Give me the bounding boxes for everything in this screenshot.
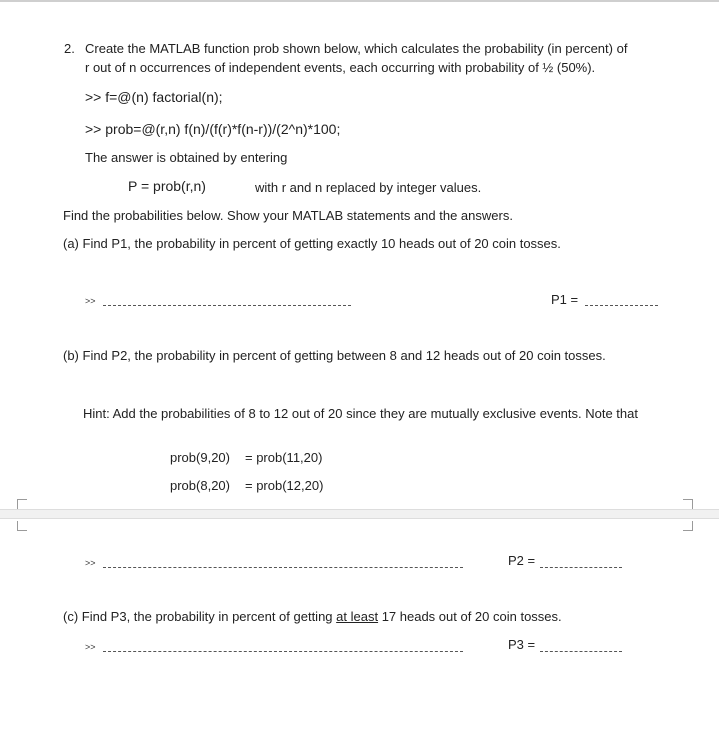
part-a-statement-blank[interactable]	[103, 305, 351, 306]
part-b-answer-blank[interactable]	[540, 567, 622, 568]
crop-mark-bottom-left	[17, 521, 27, 531]
part-c-text-before: (c) Find P3, the probability in percent of getting	[63, 609, 337, 624]
part-a-text: (a) Find P1, the probability in percent of getting exactly 10 heads out of 20 coin tosses.	[63, 236, 561, 251]
part-b-equation2-right: = prob(12,20)	[245, 478, 324, 493]
call-expression: P = prob(r,n)	[128, 178, 206, 194]
part-c-text	[63, 609, 562, 624]
question-intro-line1: Create the MATLAB function prob shown below, which calculates the probability (in percent) of	[85, 41, 628, 56]
part-b-text: (b) Find P2, the probability in percent of getting between 8 and 12 heads out of 20 coin tosses.	[63, 348, 606, 363]
part-b-equation2-left: prob(8,20)	[170, 478, 230, 493]
part-a-answer-label: P1 =	[551, 292, 579, 307]
top-page-edge	[0, 0, 719, 2]
part-c-answer-label: P3 =	[508, 637, 536, 652]
part-c-text-after: 17 heads out of 20 coin tosses.	[378, 609, 562, 624]
part-c-statement-blank[interactable]	[103, 651, 463, 652]
part-b-statement-blank[interactable]	[103, 567, 463, 568]
part-b-answer-label: P2 =	[508, 553, 536, 568]
part-a-prompt: >>	[85, 296, 96, 306]
find-instruction: Find the probabilities below. Show your MATLAB statements and the answers.	[63, 208, 513, 223]
page-break	[0, 509, 719, 519]
part-b-equation1-left: prob(9,20)	[170, 450, 230, 465]
part-b-hint: Hint: Add the probabilities of 8 to 12 out of 20 since they are mutually exclusive events. Note that	[83, 406, 638, 421]
part-c-prompt: >>	[85, 642, 96, 652]
part-b-prompt: >>	[85, 558, 96, 568]
part-c-text-underlined: at least	[336, 609, 379, 624]
part-b-equation1-right: = prob(11,20)	[245, 450, 323, 465]
crop-mark-bottom-right	[683, 521, 693, 531]
matlab-code-line2: >> prob=@(r,n) f(n)/(f(r)*f(n-r))/(2^n)*100;	[85, 121, 341, 137]
part-c-answer-blank[interactable]	[540, 651, 622, 652]
answer-intro: The answer is obtained by entering	[85, 150, 288, 165]
call-note: with r and n replaced by integer values.	[255, 180, 482, 195]
crop-mark-top-left	[17, 499, 27, 509]
crop-mark-top-right	[683, 499, 693, 509]
part-a-answer-blank[interactable]	[585, 305, 658, 306]
matlab-code-line1: >> f=@(n) factorial(n);	[85, 89, 223, 105]
question-number: 2.	[64, 41, 75, 56]
question-intro-line2: r out of n occurrences of independent events, each occurring with probability of ½ (50%).	[85, 60, 596, 75]
